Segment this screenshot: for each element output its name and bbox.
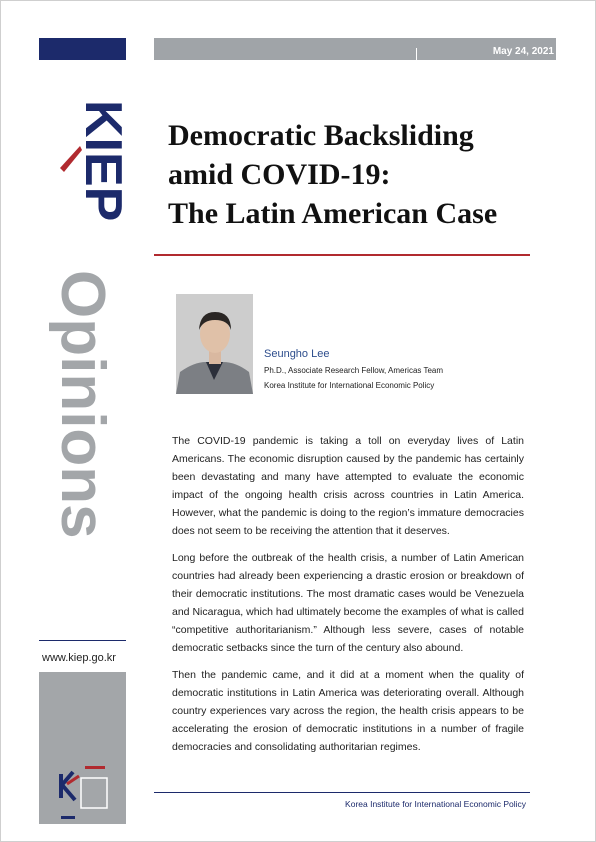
emblem-frame <box>81 778 107 808</box>
kiep-bottom-emblem <box>55 762 115 822</box>
kiep-logo-text: KIEP <box>74 100 132 222</box>
body-paragraph: Then the pandemic came, and it did at a moment when the quality of democratic institutions in Latin America was deteriorating overall. Although country experiences vary across the region, the health crisis appears to be accelerating the erosion of democratic institutions in a number of fragile democracies and consolidating authoritarian regimes. <box>172 669 524 753</box>
title-line: The Latin American Case <box>168 197 498 230</box>
author-organization: Korea Institute for International Economic Policy <box>264 381 435 390</box>
kiep-logo <box>44 98 132 258</box>
body-paragraph: The COVID-19 pandemic is taking a toll on everyday lives of Latin Americans. The economic disruption caused by the pandemic has certainly been devastating and many have attempted to evaluate the economic impact of the ongoing health crisis across countries in Latin America. However, what the pandemic is doing to the region’s immature democracies does not seem to be receiving the attention that it deserves. <box>172 435 524 537</box>
publication-date: May 24, 2021 <box>492 46 554 57</box>
title-underline <box>154 254 530 256</box>
document-title <box>168 116 548 233</box>
emblem-navy-bar <box>61 816 75 819</box>
author-photo <box>176 294 253 394</box>
article-body <box>172 432 524 765</box>
sidebar-divider <box>39 640 126 641</box>
footer-organization: Korea Institute for International Economic Policy <box>345 799 526 809</box>
emblem-red-bar <box>85 766 105 769</box>
author-portrait-graphic <box>176 294 253 394</box>
title-line: Democratic Backsliding <box>168 119 474 152</box>
website-link[interactable]: www.kiep.go.kr <box>42 652 116 664</box>
body-paragraph: Long before the outbreak of the health crisis, a number of Latin American countries had already been experiencing a drastic erosion or breakdown of their democratic institutions. The most dramatic cases would be Venezuela and Nicaragua, which had ultimately become the examples of what is called “competitive authoritarianism.” Although less severe, cases of notable democratic setbacks since the turn of the century also abound. <box>172 552 524 654</box>
emblem-k-mark <box>61 772 75 800</box>
author-name: Seungho Lee <box>264 348 330 360</box>
footer-rule <box>154 792 530 793</box>
header-navy-bar <box>39 38 126 60</box>
header-tick-mark <box>416 48 417 60</box>
opinions-text: Opinions <box>48 270 117 539</box>
opinions-wordmark <box>44 270 134 610</box>
author-role: Ph.D., Associate Research Fellow, Americas Team <box>264 366 444 375</box>
title-line: amid COVID-19: <box>168 158 391 191</box>
